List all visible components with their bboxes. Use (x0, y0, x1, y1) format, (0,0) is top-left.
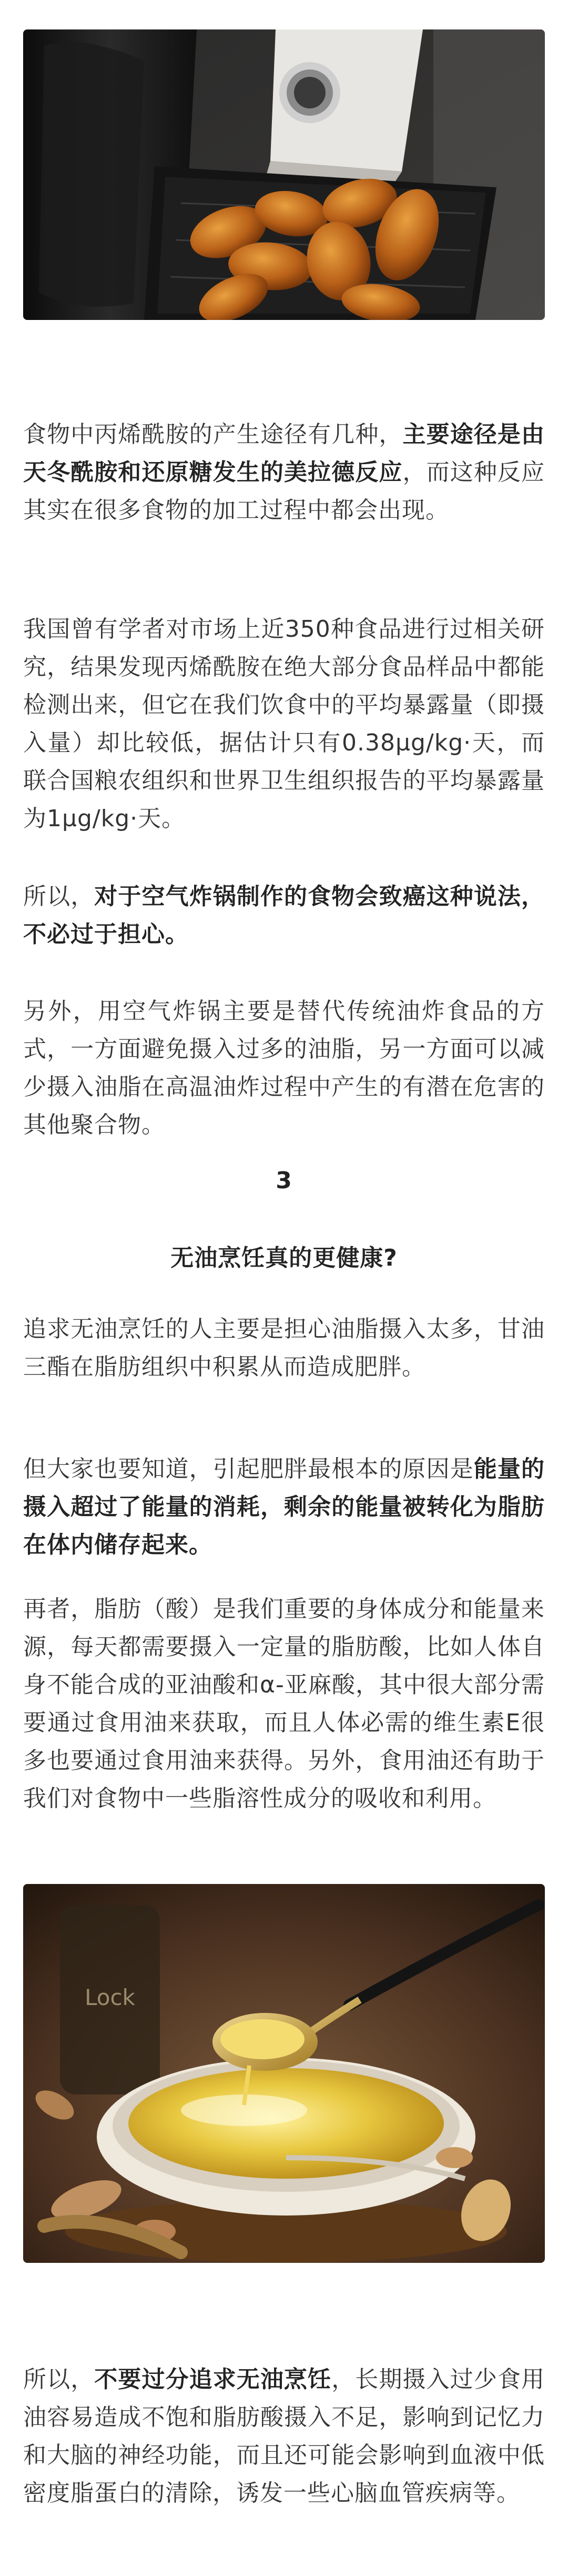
paragraph-research-findings (23, 610, 545, 838)
text-span: 另外，用空气炸锅主要是替代传统油炸食品的方式，一方面避免摄入过多的油脂，另一方面可以减少摄入油脂在高温油炸过程中产生的有潜在危害的其他聚合物。 (23, 998, 545, 1138)
paragraph-acrylamide-formation (23, 416, 545, 529)
cooking-oil-image (23, 1884, 545, 2263)
section-number: 3 (276, 1167, 292, 1194)
text-span: 再者，脂肪（酸）是我们重要的身体成分和能量来源，每天都需要摄入一定量的脂肪酸，比如人体自身不能合成的亚油酸和α-亚麻酸，其中很大部分需要通过食用油来获取，而且人体必需的维生素E很多也要通过食用油来获得。另外，食用油还有助于我们对食物中一些脂溶性成分的吸收和利用。 (23, 1596, 545, 1812)
paragraph-oil-free-warning (23, 2361, 545, 2512)
text-span: ，长期摄入过少食用油容易造成不饱和脂肪酸摄入不足，影响到记忆力和大脑的神经功能，而且还可能会影响到血液中低密度脂蛋白的清除，诱发一些心脑血管疾病等。 (23, 2366, 545, 2507)
text-span: 追求无油烹饪的人主要是担心油脂摄入太多，甘油三酯在脂肪组织中积累从而造成肥胖。 (23, 1316, 545, 1380)
section-title: 无油烹饪真的更健康? (170, 1245, 398, 1271)
air-fryer-image (23, 29, 545, 320)
bold-text-span: 不要过分追求无油烹饪 (94, 2366, 332, 2393)
text-span: 食物中丙烯酰胺的产生途径有几种， (23, 421, 403, 448)
text-span: 我国曾有学者对市场上近350种食品进行过相关研究，结果发现丙烯酰胺在绝大部分食品样品中都能检测出来，但它在我们饮食中的平均暴露量（即摄入量）却比较低，据估计只有0.38μg/kg·天，而联合国粮农组织和世界卫生组织报告的平均暴露量为1μg/kg·天。 (23, 616, 545, 832)
air-fryer-illustration (23, 29, 545, 320)
text-span: ，而这种反应其实在很多食物的加工过程中都会出现。 (23, 459, 545, 524)
cooking-oil-illustration (23, 1884, 545, 2263)
paragraph-fat-importance (23, 1590, 545, 1818)
bold-text-span: 能量的摄入超过了能量的消耗，剩余的能量被转化为脂肪在体内储存起来。 (23, 1456, 545, 1558)
paragraph-air-fryer-benefits (23, 993, 545, 1144)
text-span: 所以， (23, 2366, 95, 2393)
bold-text-span: 主要途径是由天冬酰胺和还原糖发生的美拉德反应 (23, 421, 545, 486)
bold-text-span: 对于空气炸锅制作的食物会致癌这种说法，不必过于担心。 (23, 883, 545, 948)
svg-text:Lock: Lock (85, 1984, 135, 2010)
text-span: 所以， (23, 883, 95, 910)
paragraph-no-need-to-worry (23, 878, 545, 954)
paragraph-obesity-cause (23, 1450, 545, 1564)
paragraph-oil-concern (23, 1310, 545, 1386)
text-span: 但大家也要知道，引起肥胖最根本的原因是 (23, 1456, 474, 1482)
